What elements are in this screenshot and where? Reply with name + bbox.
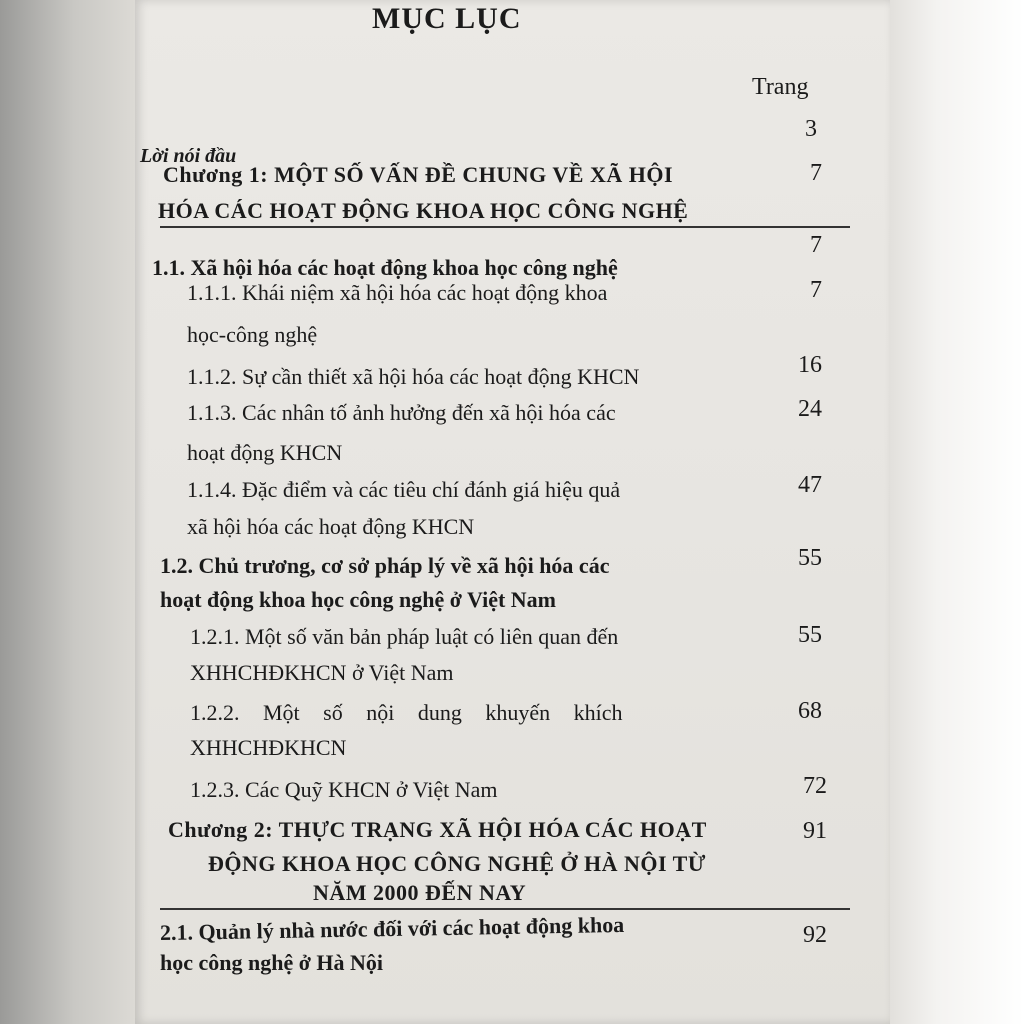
toc-entry-preface: Lời nói đầu [140, 145, 237, 167]
divider-rule [160, 226, 850, 228]
toc-subsection-1-1-4-line1: 1.1.4. Đặc điểm và các tiêu chí đánh giá hiệu quả [187, 477, 621, 502]
toc-page-number: 55 [798, 545, 822, 571]
toc-page-number: 47 [798, 472, 822, 498]
toc-subsection-1-1-4-line2: xã hội hóa các hoạt động KHCN [187, 514, 475, 539]
toc-section-1-2-line2: hoạt động khoa học công nghệ ở Việt Nam [160, 587, 557, 612]
toc-subsection-1-2-1-line2: XHHCHĐKHCN ở Việt Nam [190, 660, 454, 685]
toc-page-number: 3 [805, 116, 817, 142]
toc-subsection-1-1-3-line1: 1.1.3. Các nhân tố ảnh hưởng đến xã hội hóa các [187, 400, 616, 425]
toc-page-number: 16 [798, 352, 822, 378]
toc-section-2-1-line1: 2.1. Quản lý nhà nước đối với các hoạt động khoa [159, 911, 625, 946]
toc-page-number: 7 [810, 232, 822, 258]
toc-subsection-1-2-3: 1.2.3. Các Quỹ KHCN ở Việt Nam [190, 777, 498, 802]
toc-page-number: 68 [798, 698, 822, 724]
toc-page-number: 92 [803, 922, 827, 948]
toc-section-2-1-line2: học công nghệ ở Hà Nội [160, 950, 384, 975]
page-margin-right [890, 0, 1024, 1024]
toc-subsection-1-2-2-line2: XHHCHĐKHCN [190, 735, 347, 760]
toc-page-number: 7 [810, 160, 822, 186]
toc-section-1-1: 1.1. Xã hội hóa các hoạt động khoa học công nghệ [152, 255, 618, 280]
toc-page-number: 91 [803, 818, 827, 844]
toc-subsection-1-2-2-line1: 1.2.2. Một số nội dung khuyến khích [190, 700, 623, 725]
toc-page-number: 7 [810, 277, 822, 303]
toc-chapter-2-line3: NĂM 2000 ĐẾN NAY [313, 880, 527, 905]
toc-subsection-1-1-2: 1.1.2. Sự cần thiết xã hội hóa các hoạt động KHCN [187, 364, 640, 389]
toc-chapter-1-line1: Chương 1: MỘT SỐ VẤN ĐỀ CHUNG VỀ XÃ HỘI [163, 162, 674, 187]
toc-page-number: 72 [803, 773, 827, 799]
divider-rule [160, 908, 850, 910]
book-gutter [0, 0, 135, 1024]
toc-subsection-1-2-1-line1: 1.2.1. Một số văn bản pháp luật có liên quan đến [190, 624, 619, 649]
toc-page-number: 55 [798, 622, 822, 648]
toc-subsection-1-1-1-line1: 1.1.1. Khái niệm xã hội hóa các hoạt động khoa [187, 280, 608, 305]
toc-title: MỤC LỤC [372, 2, 522, 35]
toc-chapter-1-line2: HÓA CÁC HOẠT ĐỘNG KHOA HỌC CÔNG NGHỆ [158, 198, 689, 223]
toc-chapter-2-line1: Chương 2: THỰC TRẠNG XÃ HỘI HÓA CÁC HOẠT [168, 817, 707, 842]
toc-subsection-1-1-3-line2: hoạt động KHCN [187, 440, 343, 465]
page-column-header: Trang [752, 74, 809, 100]
toc-chapter-2-line2: ĐỘNG KHOA HỌC CÔNG NGHỆ Ở HÀ NỘI TỪ [208, 851, 706, 876]
toc-subsection-1-1-1-line2: học-công nghệ [187, 322, 318, 347]
toc-section-1-2-line1: 1.2. Chủ trương, cơ sở pháp lý về xã hội hóa các [160, 553, 610, 578]
toc-page-number: 24 [798, 396, 822, 422]
